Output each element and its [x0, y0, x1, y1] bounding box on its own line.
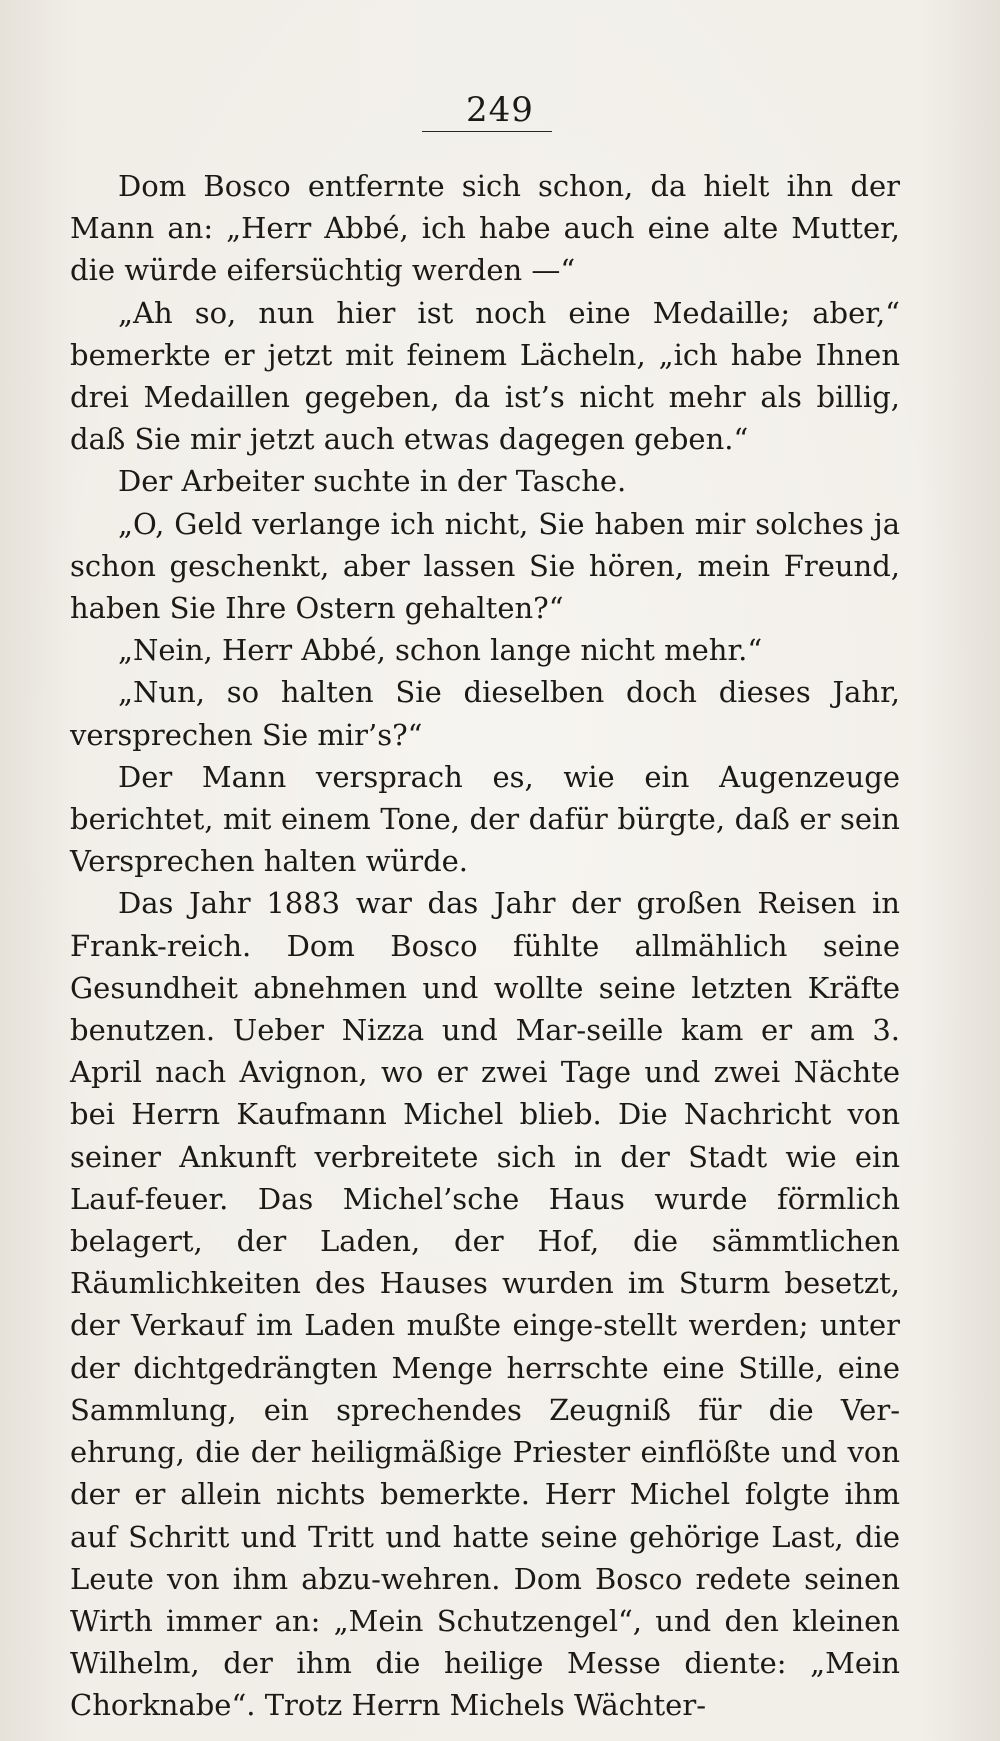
- paragraph-5: „Nein, Herr Abbé, schon lange nicht mehr.“: [118, 633, 763, 668]
- paragraph-3: Der Arbeiter suchte in der Tasche.: [118, 464, 627, 499]
- header-rule: [422, 131, 552, 132]
- paragraph-1: Dom Bosco entfernte sich schon, da hielt ihn der Mann an: „Herr Abbé, ich habe auch eine alte Mutter, die würde eifersüchtig werden —“: [70, 169, 900, 288]
- body-text: [70, 165, 900, 1727]
- paragraph-8: Das Jahr 1883 war das Jahr der großen Reisen in Frank-reich. Dom Bosco fühlte allmählich seine Gesundheit abnehmen und wollte seine letzten Kräfte benutzen. Ueber Nizza und Mar-seille kam er am 3. April nach Avignon, wo er zwei Tage und zwei Nächte bei Herrn Kaufmann Michel blieb. Die Nachricht von seiner Ankunft verbreitete sich in der Stadt wie ein Lauf-feuer. Das Michel’sche Haus wurde förmlich belagert, der Laden, der Hof, die sämmtlichen Räumlichkeiten des Hauses wurden im Sturm besetzt, der Verkauf im Laden mußte einge-stellt werden; unter der dichtgedrängten Menge herrschte eine Stille, eine Sammlung, ein sprechendes Zeugniß für die Ver-ehrung, die der heiligmäßige Priester einflößte und von der er allein nichts bemerkte. Herr Michel folgte ihm auf Schritt und Tritt und hatte seine gehörige Last, die Leute von ihm abzu-wehren. Dom Bosco redete seinen Wirth immer an: „Mein Schutzengel“, und den kleinen Wilhelm, der ihm die heilige Messe diente: „Mein Chorknabe“. Trotz Herrn Michels Wächter-: [70, 886, 900, 1723]
- paragraph-4: „O, Geld verlange ich nicht, Sie haben mir solches ja schon geschenkt, aber lassen Sie hören, mein Freund, haben Sie Ihre Ostern gehalten?“: [70, 506, 900, 626]
- paragraph-6: „Nun, so halten Sie dieselben doch dieses Jahr, versprechen Sie mir’s?“: [70, 675, 900, 752]
- page-number: 249: [466, 90, 534, 130]
- paragraph-2: „Ah so, nun hier ist noch eine Medaille; aber,“ bemerkte er jetzt mit feinem Lächeln, „ich habe Ihnen drei Medaillen gegeben, da ist’s nicht mehr als billig, daß Sie mir jetzt auch etwas dagegen geben.“: [70, 295, 900, 457]
- paragraph-7: Der Mann versprach es, wie ein Augenzeuge berichtet, mit einem Tone, der dafür bürgte, daß er sein Versprechen halten würde.: [70, 759, 900, 879]
